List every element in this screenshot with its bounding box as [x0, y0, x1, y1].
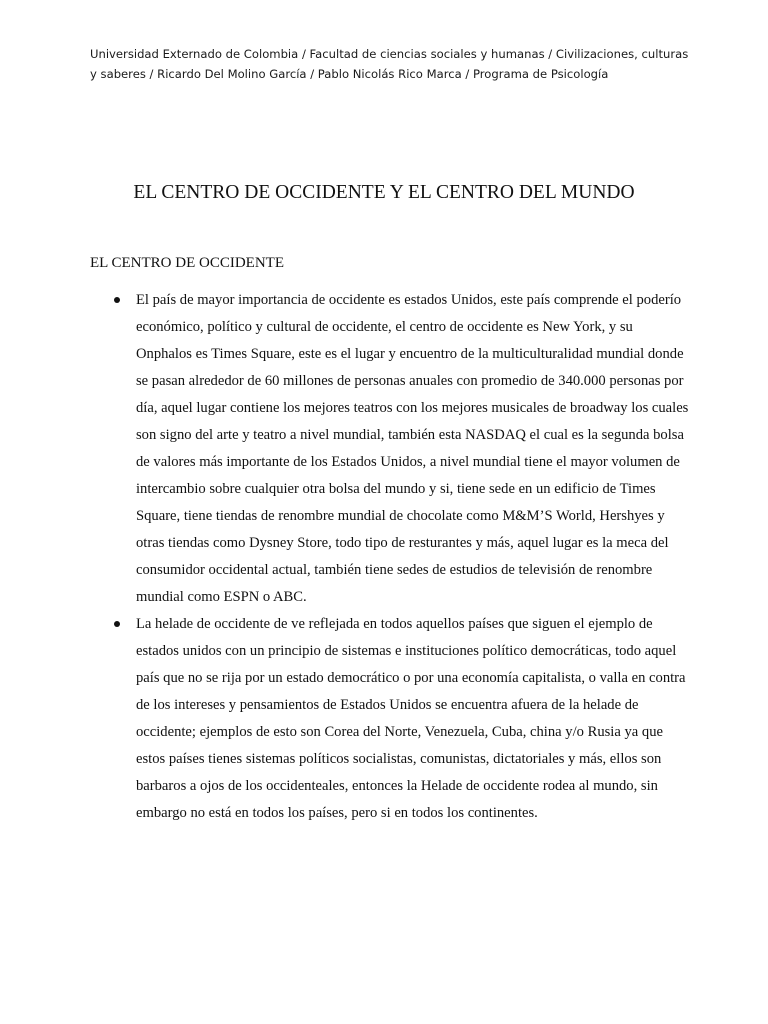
page-header: Universidad Externado de Colombia / Facultad de ciencias sociales y humanas / Civilizaciones, culturas y saberes / Ricardo Del Molino García / Pablo Nicolás Rico Marca / Programa de Psicología — [90, 47, 689, 81]
bullet-item — [90, 287, 690, 611]
bullet-text: El país de mayor importancia de occidente es estados Unidos, este país comprende el poderío económico, político y cultural de occidente, el centro de occidente es New York, y su Onphalos es Times Square, este es el lugar y encuentro de la multiculturalidad mundial donde se pasan alrededor de 60 millones de personas anuales con promedio de 340.000 personas por día, aquel lugar contiene los mejores teatros con los mejores musicales de broadway los cuales son signo del arte y teatro a nivel mundial, también esta NASDAQ el cual es la segunda bolsa de valores más importante de los Estados Unidos, a nivel mundial tiene el mayor volumen de intercambio sobre cualquier otra bolsa del mundo y si, tiene sede en un edificio de Times Square, tiene tiendas de renombre mundial de chocolate como M&M’S World, Hershyes y otras tiendas como Dysney Store, todo tipo de resturantes y más, aquel lugar es la meca del consumidor occidental actual, también tiene sedes de estudios de televisión de renombre mundial como ESPN o ABC. — [136, 292, 689, 605]
bullet-item — [90, 611, 690, 827]
bullet-list — [90, 287, 690, 827]
document-title: EL CENTRO DE OCCIDENTE Y EL CENTRO DEL MUNDO — [133, 182, 635, 203]
bullet-text: La helade de occidente de ve reflejada en todos aquellos países que siguen el ejemplo de estados unidos con un principio de sistemas e instituciones político democráticas, todo aquel país que no se rija por un estado democrático o por una economía capitalista, o valla en contra de los intereses y pensamientos de Estados Unidos se encuentra afuera de la helade de occidente; ejemplos de esto son Corea del Norte, Venezuela, Cuba, china y/o Rusia ya que estos países tienes sistemas políticos socialistas, comunistas, dictatoriales y más, ellos son barbaros a ojos de los occidenteales, entonces la Helade de occidente rodea al mundo, sin embargo no está en todos los países, pero si en todos los continentes. — [136, 616, 686, 821]
bullet-icon — [114, 297, 120, 303]
section-heading: EL CENTRO DE OCCIDENTE — [90, 255, 285, 271]
bullet-icon — [114, 621, 120, 627]
